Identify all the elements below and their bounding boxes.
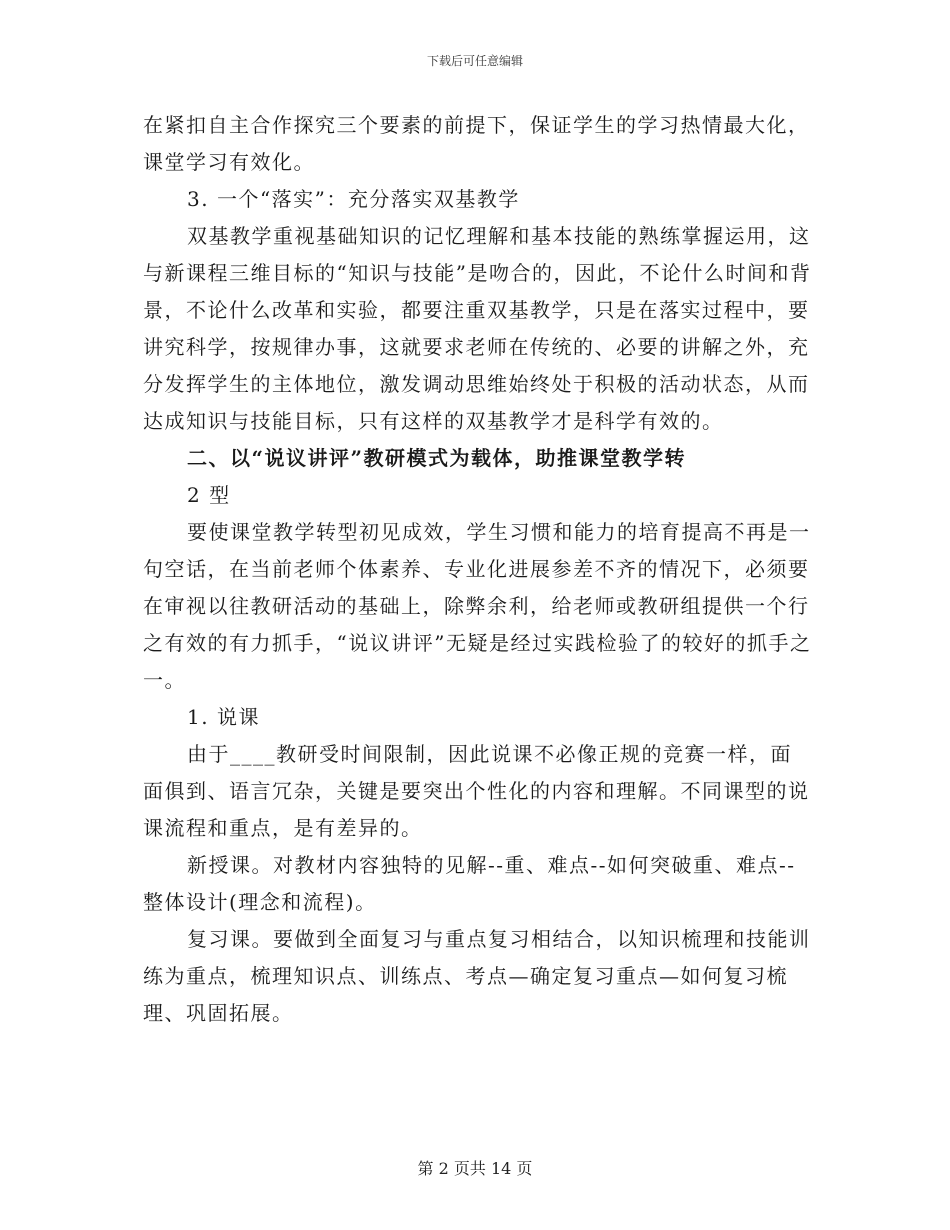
document-body	[143, 107, 813, 1032]
page-number-footer: 第 2 页共 14 页	[417, 1159, 533, 1178]
paragraph-fuxike: 复习课。要做到全面复习与重点复习相结合，以知识梳理和技能训练为重点，梳理知识点、训练点、考点—确定复习重点—如何复习梳理、巩固拓展。	[143, 927, 811, 1025]
paragraph-continuation: 在紧扣自主合作探究三个要素的前提下，保证学生的学习热情最大化，课堂学习有效化。	[143, 113, 810, 174]
paragraph-shuoke: 由于____教研受时间限制，因此说课不必像正规的竞赛一样，面面俱到、语言冗杂，关键是要突出个性化的内容和理解。不同课型的说课流程和重点，是有差异的。	[143, 742, 810, 840]
paragraph-xinshouke: 新授课。对教材内容独特的见解--重、难点--如何突破重、难点--整体设计(理念和流程)。	[143, 853, 796, 914]
page-header-note: 下载后可任意编辑	[426, 54, 523, 68]
paragraph-shuangji: 双基教学重视基础知识的记忆理解和基本技能的熟练掌握运用，这与新课程三维目标的“知识与技能”是吻合的，因此，不论什么时间和背景，不论什么改革和实验，都要注重双基教学，只是在落实过程中，要讲究科学，按规律办事，这就要求老师在传统的、必要的讲解之外，充分发挥学生的主体地位，激发调动思维始终处于积极的活动状态，从而达成知识与技能目标，只有这样的双基教学才是科学有效的。	[143, 224, 812, 433]
subheading-shuoke: 1. 说课	[187, 705, 260, 729]
subheading-luoshi: 3. 一个“落实”：充分落实双基教学	[187, 187, 520, 211]
paragraph-zhuanxing: 要使课堂教学转型初见成效，学生习惯和能力的培育提高不再是一句空话，在当前老师个体素养、专业化进展参差不齐的情况下，必须要在审视以往教研活动的基础上，除弊余利，给老师或教研组提供一个行之有效的有力抓手，“说议讲评”无疑是经过实践检验了的较好的抓手之一。	[143, 520, 812, 692]
section-heading-2: 二、以“说议讲评”教研模式为载体，助推课堂教学转	[187, 446, 687, 470]
section-heading-2-wrap: 2 型	[187, 483, 231, 507]
